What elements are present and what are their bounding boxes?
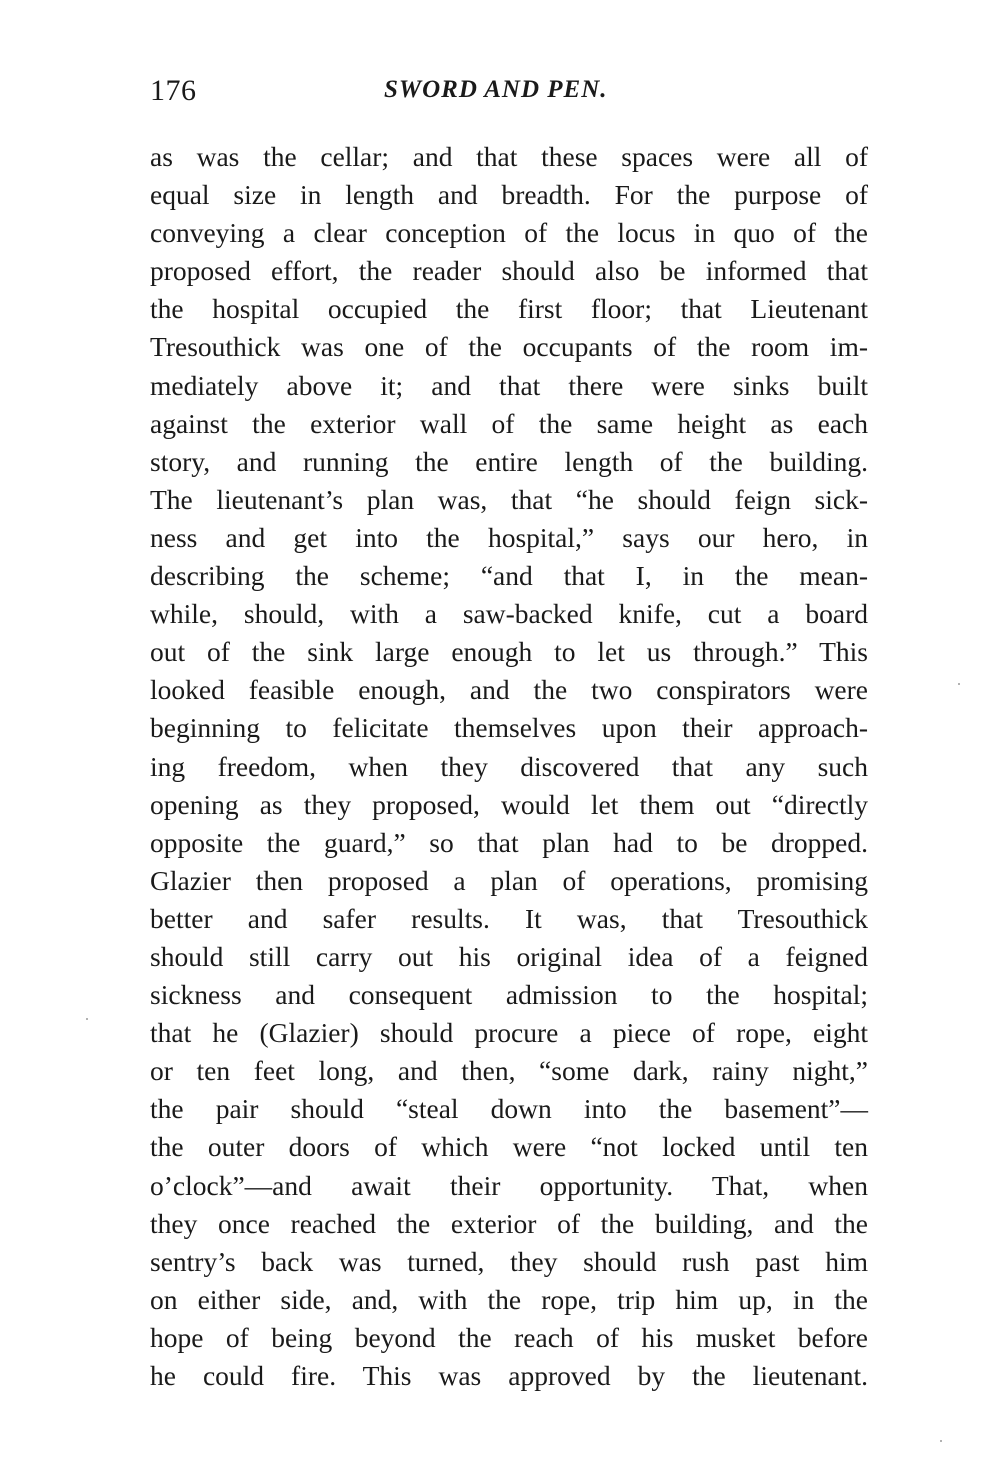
text-line: o’clock”—and await their opportunity. That, when — [150, 1169, 868, 1201]
text-line: ness and get into the hospital,” says our hero, in — [150, 521, 868, 553]
text-line: they once reached the exterior of the building, and the — [150, 1207, 868, 1239]
text-line: that he (Glazier) should procure a piece of rope, eight — [150, 1017, 868, 1049]
text-line: out of the sink large enough to let us through.” This — [150, 636, 868, 668]
text-line: sentry’s back was turned, they should rush past him — [150, 1245, 868, 1277]
text-line: as was the cellar; and that these spaces were all of — [150, 141, 868, 172]
running-head — [150, 74, 868, 114]
text-line: conveying a clear conception of the locus in quo of the — [150, 217, 868, 249]
text-line: hope of being beyond the reach of his musket before — [150, 1321, 868, 1353]
text-line: on either side, and, with the rope, trip him up, in the — [150, 1283, 868, 1315]
text-line: Glazier then proposed a plan of operations, promising — [150, 864, 868, 896]
text-line: Tresouthick was one of the occupants of the room im- — [150, 331, 868, 363]
paper-speck — [940, 1440, 942, 1442]
text-line: ing freedom, when they discovered that any such — [150, 750, 868, 782]
text-line: should still carry out his original idea of a feigned — [150, 940, 868, 972]
text-line: the outer doors of which were “not locked until ten — [150, 1131, 868, 1163]
text-line: he could fire. This was approved by the lieutenant. — [150, 1360, 868, 1391]
text-line: mediately above it; and that there were sinks built — [150, 369, 868, 401]
text-line: the hospital occupied the first floor; that Lieutenant — [150, 293, 868, 325]
paper-speck — [958, 683, 960, 685]
text-line: The lieutenant’s plan was, that “he should feign sick- — [150, 483, 868, 515]
text-line: opposite the guard,” so that plan had to be dropped. — [150, 826, 868, 858]
page-number: 176 — [150, 74, 197, 107]
paper-speck — [86, 1018, 88, 1020]
text-line: the pair should “steal down into the basement”— — [150, 1093, 868, 1125]
text-line: looked feasible enough, and the two conspirators were — [150, 674, 868, 706]
text-line: describing the scheme; “and that I, in the mean- — [150, 560, 868, 592]
text-line: better and safer results. It was, that Tresouthick — [150, 902, 868, 934]
text-line: beginning to felicitate themselves upon their approach- — [150, 712, 868, 744]
text-line: proposed effort, the reader should also be informed that — [150, 255, 868, 287]
body-text — [150, 138, 868, 1395]
text-line: while, should, with a saw-backed knife, cut a board — [150, 598, 868, 630]
text-line: against the exterior wall of the same height as each — [150, 407, 868, 439]
text-line: opening as they proposed, would let them out “directly — [150, 788, 868, 820]
text-line: story, and running the entire length of the building. — [150, 445, 868, 477]
text-line: sickness and consequent admission to the hospital; — [150, 979, 868, 1011]
text-line: equal size in length and breadth. For the purpose of — [150, 179, 868, 211]
running-title: SWORD AND PEN. — [384, 76, 608, 103]
text-line: or ten feet long, and then, “some dark, rainy night,” — [150, 1055, 868, 1087]
